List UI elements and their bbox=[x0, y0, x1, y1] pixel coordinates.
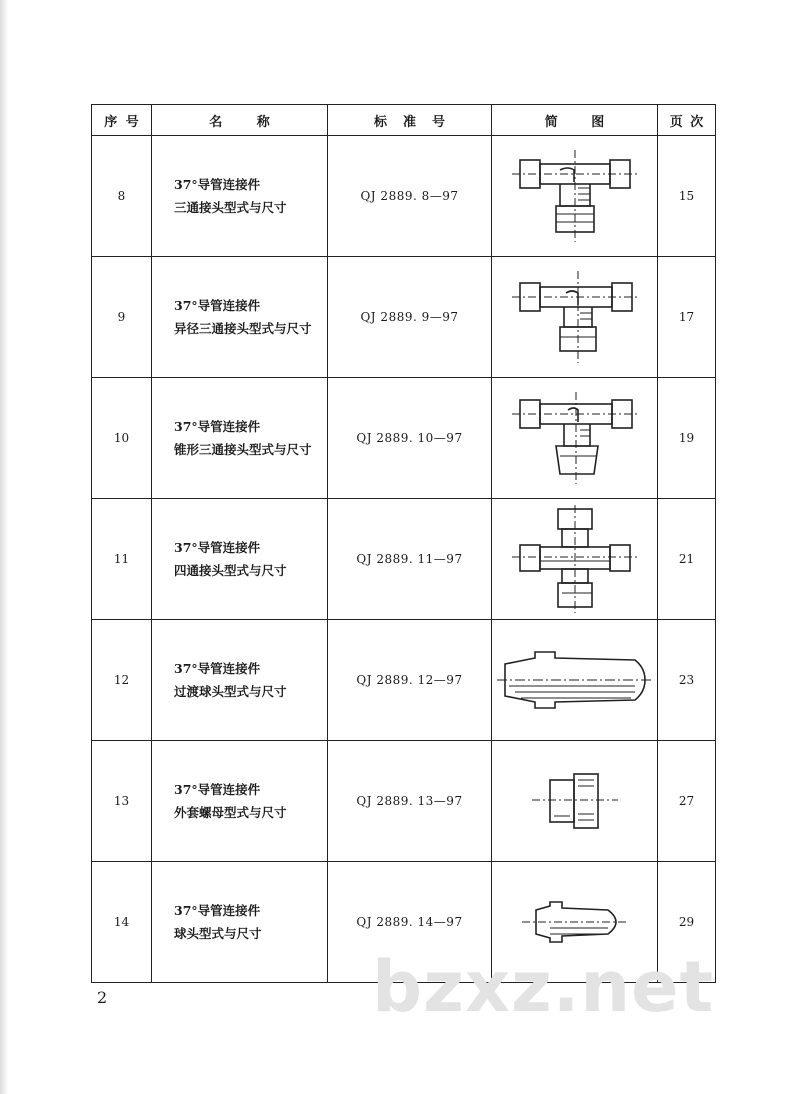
row-index: 13 bbox=[92, 741, 152, 862]
row-index: 10 bbox=[92, 378, 152, 499]
row-sketch bbox=[492, 378, 658, 499]
row-standard: QJ 2889. 11—97 bbox=[328, 499, 492, 620]
row-standard: QJ 2889. 10—97 bbox=[328, 378, 492, 499]
row-standard: QJ 2889. 12—97 bbox=[328, 620, 492, 741]
row-page: 23 bbox=[658, 620, 716, 741]
row-page: 27 bbox=[658, 741, 716, 862]
header-standard: 标 准 号 bbox=[328, 105, 492, 136]
table-row bbox=[92, 499, 716, 620]
row-name: 37°导管连接件 球头型式与尺寸 bbox=[152, 862, 328, 983]
row-name: 37°导管连接件 过渡球头型式与尺寸 bbox=[152, 620, 328, 741]
table-row bbox=[92, 136, 716, 257]
row-sketch bbox=[492, 257, 658, 378]
header-index: 序 号 bbox=[92, 105, 152, 136]
row-page: 19 bbox=[658, 378, 716, 499]
row-name: 37°导管连接件 四通接头型式与尺寸 bbox=[152, 499, 328, 620]
tee-fitting-icon bbox=[510, 148, 640, 244]
row-name: 37°导管连接件 异径三通接头型式与尺寸 bbox=[152, 257, 328, 378]
row-sketch bbox=[492, 499, 658, 620]
row-name: 37°导管连接件 三通接头型式与尺寸 bbox=[152, 136, 328, 257]
row-standard: QJ 2889. 9—97 bbox=[328, 257, 492, 378]
row-index: 14 bbox=[92, 862, 152, 983]
conical-tee-fitting-icon bbox=[510, 390, 640, 486]
row-sketch bbox=[492, 620, 658, 741]
row-page: 21 bbox=[658, 499, 716, 620]
row-index: 8 bbox=[92, 136, 152, 257]
ball-head-icon bbox=[520, 894, 630, 950]
row-index: 12 bbox=[92, 620, 152, 741]
row-standard: QJ 2889. 14—97 bbox=[328, 862, 492, 983]
row-name: 37°导管连接件 外套螺母型式与尺寸 bbox=[152, 741, 328, 862]
row-standard: QJ 2889. 8—97 bbox=[328, 136, 492, 257]
row-index: 11 bbox=[92, 499, 152, 620]
row-index: 9 bbox=[92, 257, 152, 378]
page-number: 2 bbox=[97, 988, 108, 1007]
row-standard: QJ 2889. 13—97 bbox=[328, 741, 492, 862]
watermark: bzxz.net bbox=[372, 946, 715, 1028]
table-header-row bbox=[92, 105, 716, 136]
header-sketch: 简 图 bbox=[492, 105, 658, 136]
cross-fitting-icon bbox=[510, 503, 640, 615]
standards-table bbox=[91, 104, 716, 983]
reducing-tee-fitting-icon bbox=[510, 269, 640, 365]
row-page: 29 bbox=[658, 862, 716, 983]
table-row bbox=[92, 378, 716, 499]
table-row bbox=[92, 741, 716, 862]
row-sketch bbox=[492, 136, 658, 257]
table-row bbox=[92, 620, 716, 741]
transition-ball-head-icon bbox=[495, 644, 655, 716]
header-page: 页 次 bbox=[658, 105, 716, 136]
page-edge-shadow bbox=[0, 0, 8, 1094]
header-name: 名 称 bbox=[152, 105, 328, 136]
sleeve-nut-icon bbox=[530, 766, 620, 836]
row-page: 15 bbox=[658, 136, 716, 257]
row-name: 37°导管连接件 锥形三通接头型式与尺寸 bbox=[152, 378, 328, 499]
row-sketch bbox=[492, 741, 658, 862]
row-page: 17 bbox=[658, 257, 716, 378]
table-row bbox=[92, 257, 716, 378]
